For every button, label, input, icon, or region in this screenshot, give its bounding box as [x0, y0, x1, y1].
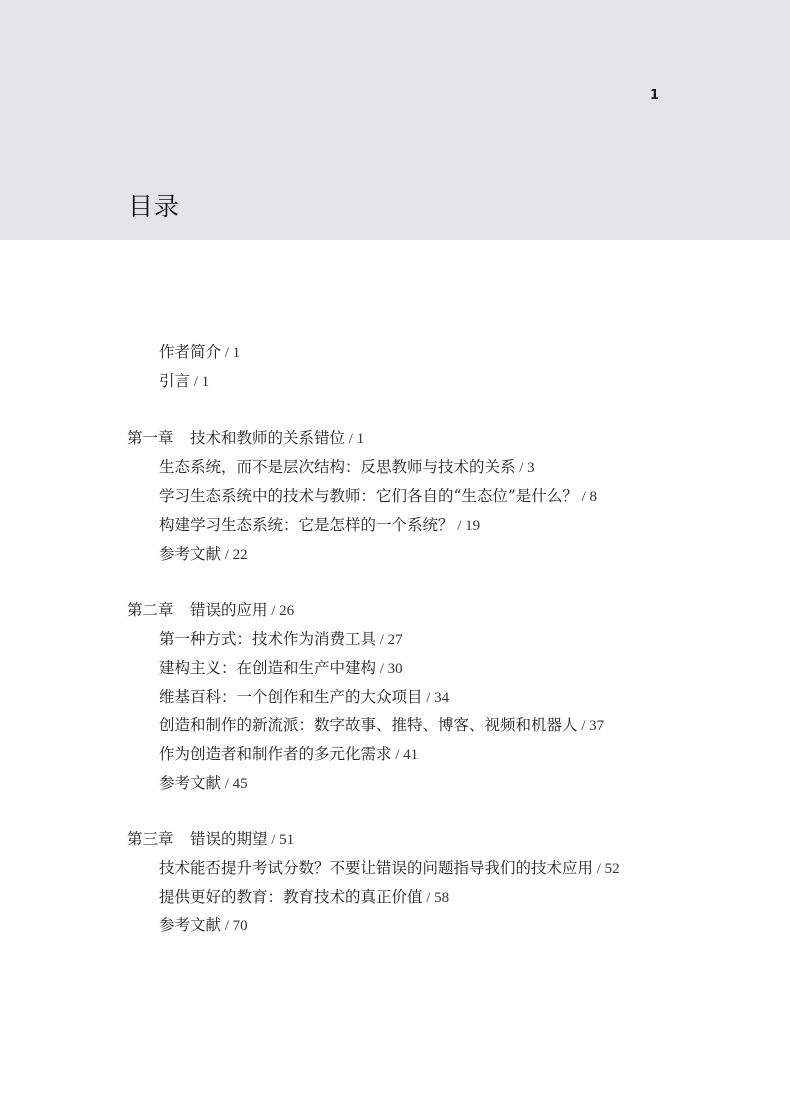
toc-section-text: 作为创造者和制作者的多元化需求	[159, 745, 392, 763]
toc-entry-text: 作者简介	[159, 343, 222, 361]
page-title: 目录	[128, 192, 181, 221]
toc-section-page: / 8	[577, 489, 598, 505]
toc-section-text: 创造和制作的新流派：数字故事、推特、博客、视频和机器人	[159, 716, 578, 734]
toc-section-page: / 58	[422, 890, 450, 906]
toc-section[interactable]	[159, 453, 535, 482]
toc-section[interactable]	[159, 883, 449, 912]
toc-section-text: 学习生态系统中的技术与教师：它们各自的“生态位”是什么？	[159, 487, 578, 505]
toc-section[interactable]	[159, 854, 620, 883]
toc-entry-introduction[interactable]	[159, 367, 209, 396]
toc-section[interactable]	[159, 625, 403, 654]
toc-section-page: / 70	[221, 918, 248, 934]
toc-entry-page: / 1	[190, 374, 210, 390]
toc-section[interactable]	[159, 654, 403, 683]
toc-entry-author-bio[interactable]	[159, 338, 240, 367]
toc-section[interactable]	[159, 511, 480, 540]
chapter-page: / 1	[345, 431, 365, 447]
toc-section-text: 技术能否提升考试分数？不要让错误的问题指导我们的技术应用	[159, 859, 594, 877]
chapter-label: 第一章	[127, 429, 174, 447]
toc-section[interactable]	[159, 740, 418, 769]
toc-entry-page: / 1	[221, 345, 241, 361]
toc-section-text: 构建学习生态系统：它是怎样的一个系统？	[159, 516, 454, 534]
toc-section-page: / 52	[593, 861, 620, 877]
page-number: 1	[650, 88, 660, 103]
toc-section-page: / 19	[453, 518, 481, 534]
toc-section[interactable]	[159, 482, 597, 511]
toc-section-text: 提供更好的教育：教育技术的真正价值	[159, 888, 423, 906]
toc-section-text: 建构主义：在创造和生产中建构	[159, 659, 377, 677]
toc-chapter-3[interactable]	[127, 825, 294, 854]
chapter-label: 第二章	[127, 601, 174, 619]
toc-section-text: 参考文献	[159, 916, 222, 934]
chapter-label: 第三章	[127, 830, 174, 848]
toc-section-page: / 34	[422, 690, 450, 706]
header-band	[0, 0, 790, 240]
toc-section-page: / 41	[391, 747, 419, 763]
toc-section-text: 参考文献	[159, 774, 222, 792]
chapter-title: 错误的期望	[190, 830, 268, 848]
toc-section-page: / 30	[376, 661, 403, 677]
toc-section-text: 参考文献	[159, 545, 222, 563]
toc-section-text: 维基百科：一个创作和生产的大众项目	[159, 688, 423, 706]
toc-section[interactable]	[159, 683, 449, 712]
toc-entry-text: 引言	[159, 372, 191, 390]
toc-chapter-1[interactable]	[127, 424, 364, 453]
chapter-title: 错误的应用	[190, 601, 268, 619]
toc-chapter-2[interactable]	[127, 596, 294, 625]
toc-section[interactable]	[159, 769, 248, 798]
chapter-title: 技术和教师的关系错位	[190, 429, 346, 447]
chapter-page: / 26	[267, 603, 295, 619]
toc-section-text: 生态系统，而不是层次结构：反思教师与技术的关系	[159, 458, 516, 476]
toc-section-page: / 22	[221, 547, 248, 563]
toc-section[interactable]	[159, 911, 248, 940]
toc-section-page: / 3	[515, 460, 535, 476]
toc-section-text: 第一种方式：技术作为消费工具	[159, 630, 377, 648]
toc-section[interactable]	[159, 711, 604, 740]
toc-section-page: / 27	[376, 632, 403, 648]
toc-section[interactable]	[159, 540, 248, 569]
toc-section-page: / 45	[221, 776, 248, 792]
toc-section-page: / 37	[577, 718, 605, 734]
chapter-page: / 51	[267, 832, 295, 848]
